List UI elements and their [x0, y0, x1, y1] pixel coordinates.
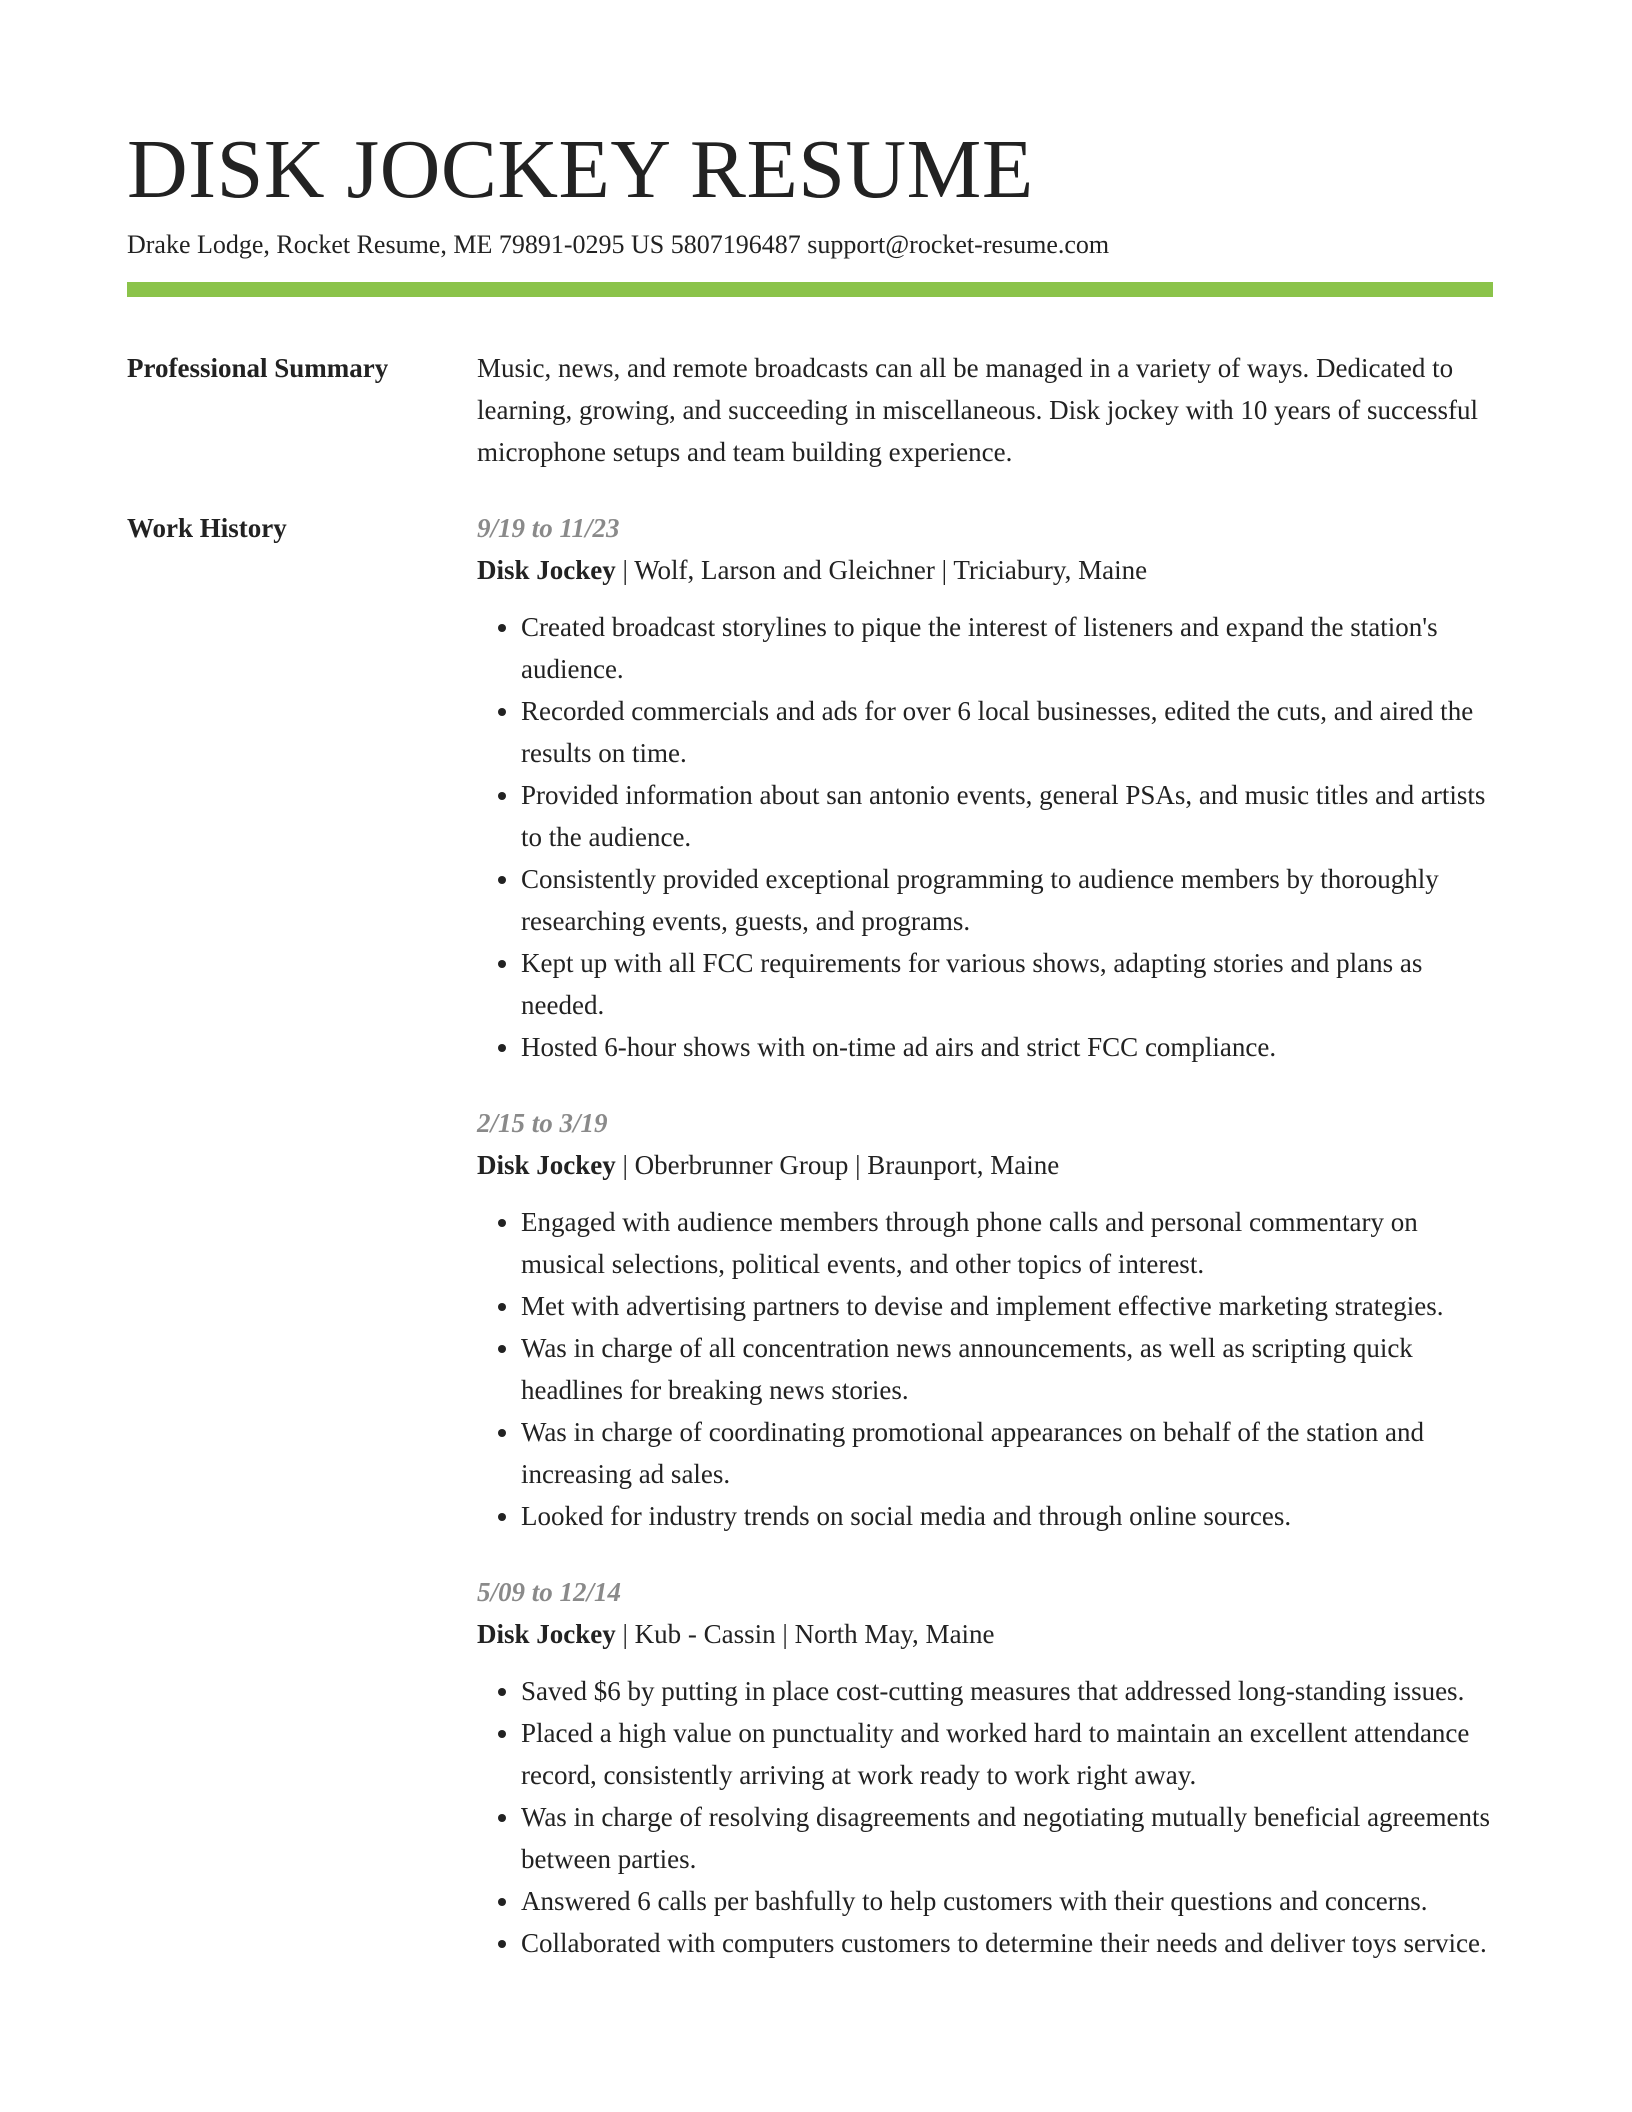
contact-line: Drake Lodge, Rocket Resume, ME 79891-0295 US 5807196487 support@rocket-resume.com	[127, 230, 1110, 259]
job-dates: 9/19 to 11/23	[477, 513, 620, 543]
separator: |	[848, 1150, 868, 1180]
work-history-section	[127, 507, 1493, 1964]
job-title: Disk Jockey	[477, 1150, 616, 1180]
summary-text: Music, news, and remote broadcasts can all be managed in a variety of ways. Dedicated to learning, growing, and succeeding in miscellaneous. Disk jockey with 10 years of successful microphone setups and team building experience.	[477, 353, 1478, 467]
accent-divider	[127, 282, 1493, 297]
bullet-item: • Consistently provided exceptional programming to audience members by thoroughly researching events, guests, and programs.	[521, 858, 1493, 942]
job-title: Disk Jockey	[477, 1619, 616, 1649]
bullet-item: • Answered 6 calls per bashfully to help customers with their questions and concerns.	[521, 1880, 1493, 1922]
professional-summary-section	[127, 347, 1493, 473]
job-heading	[477, 1144, 1493, 1186]
job-bullets	[477, 1201, 1493, 1537]
bullet-item: • Met with advertising partners to devise and implement effective marketing strategies.	[521, 1285, 1493, 1327]
job-location: Braunport, Maine	[867, 1150, 1060, 1180]
bullet-item: • Looked for industry trends on social media and through online sources.	[521, 1495, 1493, 1537]
section-label-summary: Professional Summary	[127, 353, 389, 383]
separator: |	[615, 555, 635, 585]
job-entry	[477, 1571, 1493, 1964]
job-bullets	[477, 606, 1493, 1068]
job-location: North May, Maine	[794, 1619, 995, 1649]
bullet-item: • Placed a high value on punctuality and worked hard to maintain an excellent attendance record, consistently arriving at work ready to work right away.	[521, 1712, 1493, 1796]
job-bullets	[477, 1670, 1493, 1964]
section-label-work-history: Work History	[127, 513, 287, 543]
separator: |	[934, 555, 954, 585]
separator: |	[615, 1619, 635, 1649]
bullet-item: • Created broadcast storylines to pique the interest of listeners and expand the station's audience.	[521, 606, 1493, 690]
job-company: Kub - Cassin	[634, 1619, 776, 1649]
job-entry	[477, 1102, 1493, 1537]
job-company: Wolf, Larson and Gleichner	[634, 555, 935, 585]
job-dates: 5/09 to 12/14	[477, 1577, 622, 1607]
bullet-item: • Was in charge of all concentration news announcements, as well as scripting quick headlines for breaking news stories.	[521, 1327, 1493, 1411]
job-dates: 2/15 to 3/19	[477, 1108, 608, 1138]
bullet-item: • Was in charge of coordinating promotional appearances on behalf of the station and increasing ad sales.	[521, 1411, 1493, 1495]
job-entry	[477, 507, 1493, 1068]
bullet-item: • Recorded commercials and ads for over 6 local businesses, edited the cuts, and aired the results on time.	[521, 690, 1493, 774]
job-location: Triciabury, Maine	[953, 555, 1148, 585]
separator: |	[775, 1619, 795, 1649]
separator: |	[615, 1150, 635, 1180]
job-heading	[477, 549, 1493, 591]
resume-page	[127, 120, 1493, 1964]
job-title: Disk Jockey	[477, 555, 616, 585]
bullet-item: • Provided information about san antonio events, general PSAs, and music titles and artists to the audience.	[521, 774, 1493, 858]
bullet-item: • Collaborated with computers customers to determine their needs and deliver toys service.	[521, 1922, 1493, 1964]
job-company: Oberbrunner Group	[634, 1150, 849, 1180]
bullet-item: • Hosted 6-hour shows with on-time ad airs and strict FCC compliance.	[521, 1026, 1493, 1068]
bullet-item: • Saved $6 by putting in place cost-cutting measures that addressed long-standing issues.	[521, 1670, 1493, 1712]
bullet-item: • Engaged with audience members through phone calls and personal commentary on musical selections, political events, and other topics of interest.	[521, 1201, 1493, 1285]
job-heading	[477, 1613, 1493, 1655]
bullet-item: • Was in charge of resolving disagreements and negotiating mutually beneficial agreements between parties.	[521, 1796, 1493, 1880]
bullet-item: • Kept up with all FCC requirements for various shows, adapting stories and plans as needed.	[521, 942, 1493, 1026]
resume-title: DISK JOCKEY RESUME	[127, 123, 1034, 216]
